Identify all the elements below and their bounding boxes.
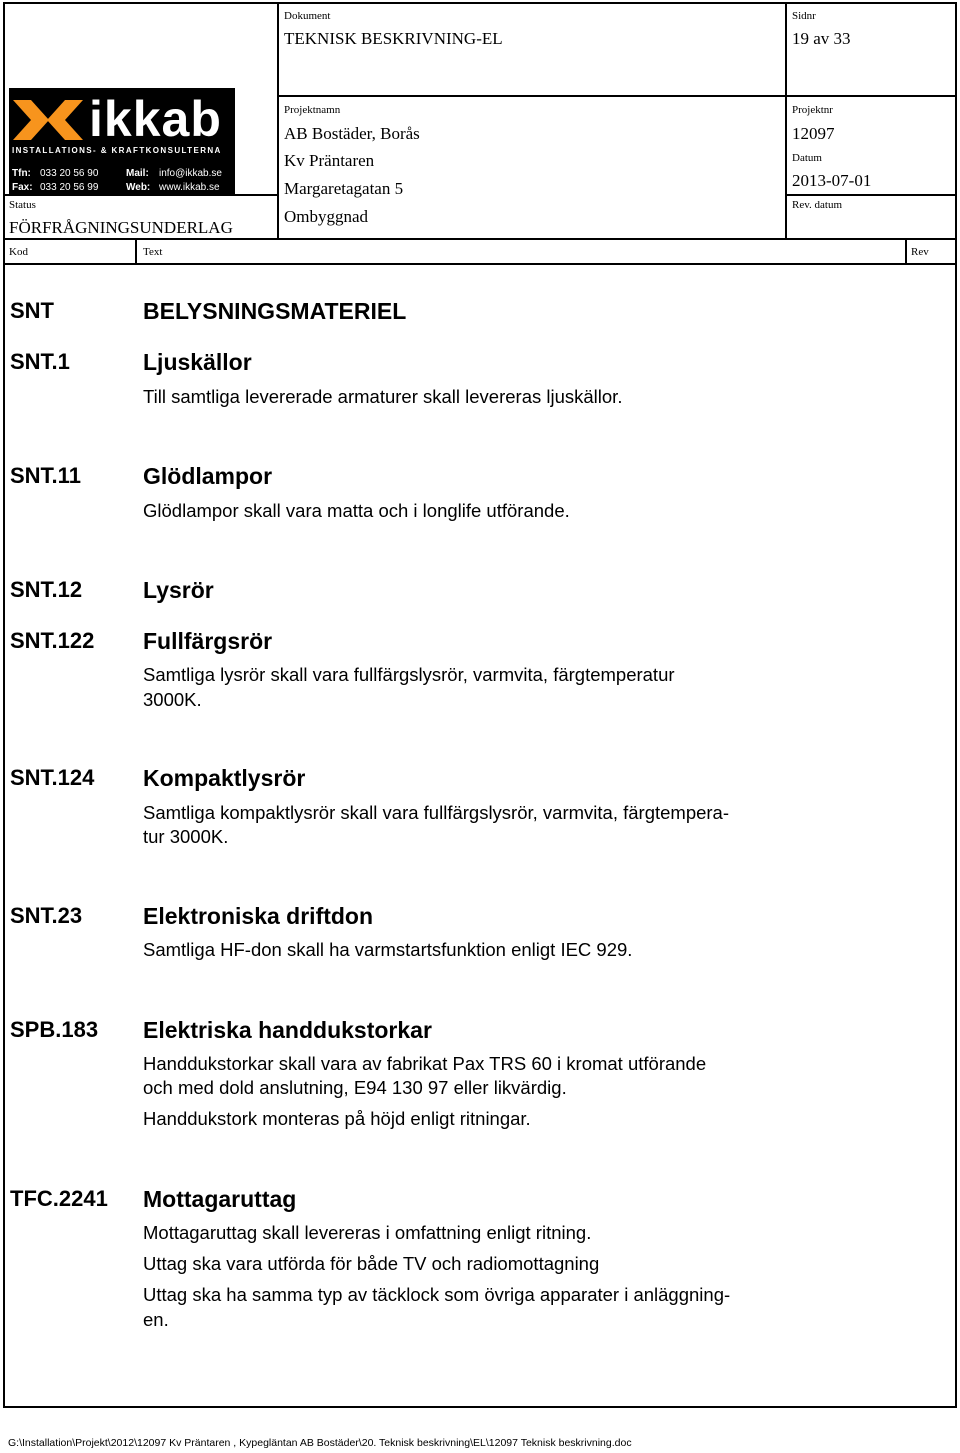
rev-label: Rev [911,246,929,258]
header-divider [3,194,277,196]
section-title: Kompaktlysrör [143,765,306,791]
header-divider [277,95,957,97]
header-divider [3,263,957,265]
section-code: SNT.23 [10,903,83,928]
projektnamn-line: Ombyggnad [284,207,369,226]
projektnr-value: 12097 [792,124,835,143]
logo-mail: info@ikkab.se [159,168,222,179]
section-code: SNT.12 [10,577,83,602]
sidnr-label: Sidnr [792,10,816,22]
status-label: Status [9,199,36,211]
logo-mail-label: Mail: [126,168,149,179]
sidnr-value: 19 av 33 [792,29,851,48]
section-title: Ljuskällor [143,349,252,375]
file-path-footer: G:\Installation\Projekt\2012\12097 Kv Präntaren , Kypegläntan AB Bostäder\20. Teknisk beskrivning\EL\12097 Teknisk beskrivning.doc [8,1437,632,1449]
projektnamn-line: Margaretagatan 5 [284,179,404,198]
section-title: Elektriska handdukstorkar [143,1017,432,1043]
section-text: Samtliga HF-don skall ha varmstartsfunktion enligt IEC 929. [143,939,633,960]
section-title: Elektroniska driftdon [143,903,374,929]
header-divider [785,2,787,240]
section-text: en. [143,1309,169,1330]
section-text: Samtliga lysrör skall vara fullfärgslysrör, varmvita, färgtemperatur [143,664,675,685]
section-text: Glödlampor skall vara matta och i longlife utförande. [143,500,570,521]
ikkab-arrows-icon [11,94,85,146]
datum-label: Datum [792,152,822,164]
logo-fax: 033 20 56 99 [40,182,99,193]
logo-web: www.ikkab.se [159,182,220,193]
section-text: Uttag ska vara utförda för både TV och radiomottagning [143,1253,600,1274]
section-code: SPB.183 [10,1017,99,1042]
dokument-label: Dokument [284,10,331,22]
section-text: Handdukstorkar skall vara av fabrikat Pax TRS 60 i kromat utförande [143,1053,707,1074]
section-title: Fullfärgsrör [143,628,273,654]
projektnr-label: Projektnr [792,104,833,116]
section-code: TFC.2241 [10,1186,108,1211]
header-divider [277,2,279,240]
projektnamn-line: Kv Präntaren [284,151,375,170]
header-divider [785,194,957,196]
section-title: Lysrör [143,577,214,603]
logo-wordmark: ikkab [89,91,222,147]
section-text: Uttag ska ha samma typ av täcklock som övriga apparater i anläggning- [143,1284,731,1305]
section-code: SNT.11 [10,463,81,488]
projektnamn-label: Projektnamn [284,104,341,116]
section-code: SNT.1 [10,349,70,374]
company-logo [9,88,235,194]
text-label: Text [143,246,163,258]
section-code: SNT.122 [10,628,95,653]
dokument-value: TEKNISK BESKRIVNING-EL [284,29,503,48]
header-divider [135,238,137,265]
section-text: och med dold anslutning, E94 130 97 eller likvärdig. [143,1077,567,1098]
datum-value: 2013-07-01 [792,171,872,190]
logo-fax-label: Fax: [12,182,33,193]
header-divider [905,238,907,265]
section-text: tur 3000K. [143,826,229,847]
status-value: FÖRFRÅGNINGSUNDERLAG [9,218,233,237]
section-title: BELYSNINGSMATERIEL [143,298,407,324]
logo-tfn: 033 20 56 90 [40,168,99,179]
kod-label: Kod [9,246,28,258]
projektnamn-line: AB Bostäder, Borås [284,124,420,143]
section-code: SNT [10,298,54,323]
section-title: Mottagaruttag [143,1186,297,1212]
header-divider [3,238,957,240]
section-code: SNT.124 [10,765,95,790]
section-text: Till samtliga levererade armaturer skall levereras ljuskällor. [143,386,623,407]
section-text: Handdukstork monteras på höjd enligt ritningar. [143,1108,531,1129]
logo-tfn-label: Tfn: [12,168,31,179]
section-title: Glödlampor [143,463,273,489]
logo-web-label: Web: [126,182,151,193]
section-text: Samtliga kompaktlysrör skall vara fullfärgslysrör, varmvita, färgtempera- [143,802,730,823]
revdatum-label: Rev. datum [792,199,842,211]
section-text: 3000K. [143,689,202,710]
logo-tagline: INSTALLATIONS- & KRAFTKONSULTERNA [12,146,222,155]
section-text: Mottagaruttag skall levereras i omfattning enligt ritning. [143,1222,592,1243]
